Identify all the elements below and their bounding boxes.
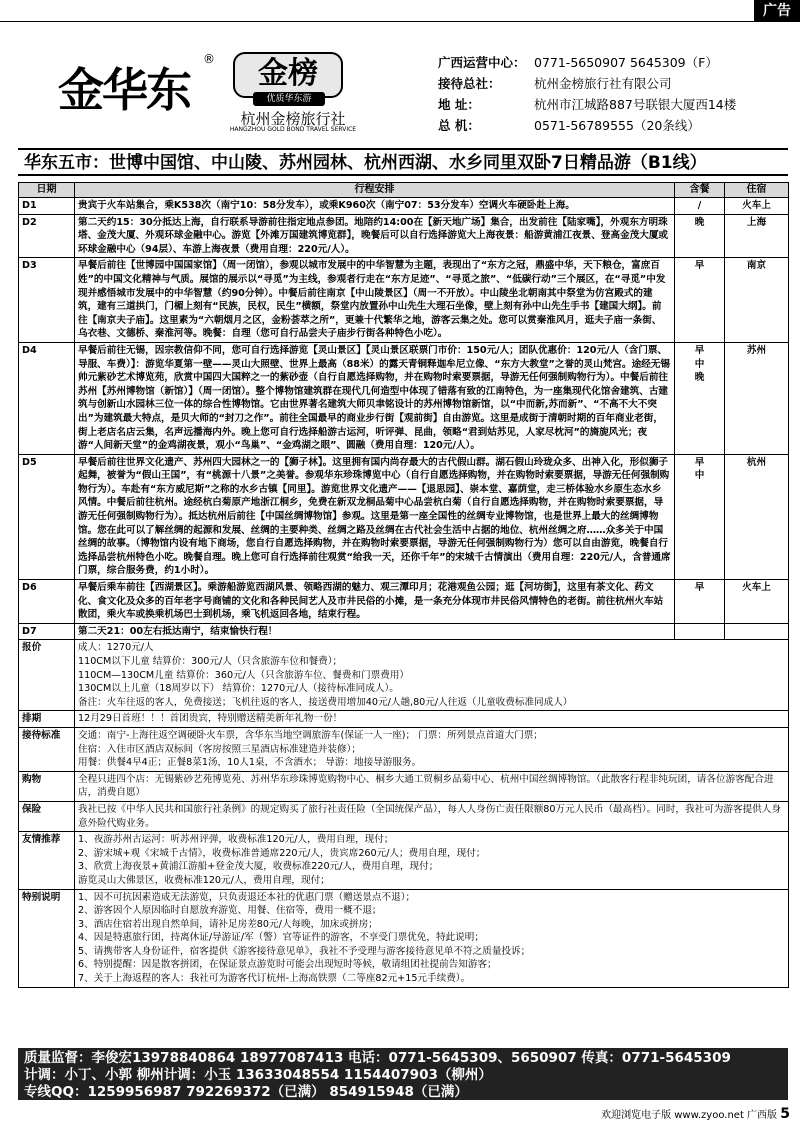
contact-label: 接待总社：: [438, 76, 501, 91]
contact-label: 总 机：: [438, 118, 480, 133]
day-hotel: 火车上: [725, 580, 789, 624]
page-number: 5: [780, 1106, 790, 1122]
day-hotel: 杭州: [725, 454, 789, 579]
info-row: [19, 640, 789, 711]
info-line: 12月29日首班！！！首团贵宾，特别赠送精美新年礼物一份！: [78, 713, 343, 725]
info-content: [75, 889, 789, 987]
day-row: [19, 258, 789, 343]
agency-name-cn: 杭州金榜旅行社: [240, 110, 346, 128]
day-meals: 早 中 晚: [675, 342, 725, 454]
column-header: 日期: [19, 183, 75, 198]
day-hotel: 上海: [725, 214, 789, 258]
jinbang-slogan: 优质华东游: [253, 92, 325, 106]
day-meals: 早: [675, 580, 725, 624]
day-row: [19, 454, 789, 579]
day-row: [19, 214, 789, 258]
info-line: 3、欣赏上海夜景+黄浦江游船+登金茂大厦，收费标准220元/人，费用自理，现付；: [78, 861, 439, 873]
info-line: 110CM—130CM儿童 结算价：360元/人（只含旅游车位、餐费和门票费用）: [78, 669, 410, 681]
info-label: 特别说明: [19, 889, 75, 987]
info-row: [19, 832, 789, 889]
table-header-row: [19, 183, 789, 198]
info-label: 报价: [19, 640, 75, 711]
info-line: 5、请携带客人身份证件，宿客提供《游客接待意见单》，我社不予受理与游客接待意见单不符之质量投诉；: [78, 945, 531, 957]
info-line: 全程只进四个店：无锡紫砂艺苑博览苑、苏州华东珍珠博览购物中心、桐乡大通工贸桐乡品菊中心、杭州中国丝绸博物馆。（此散客行程非纯玩团，请各位游客配合进店，消费自愿）: [78, 773, 774, 799]
info-label: 购物: [19, 771, 75, 801]
info-label: 排期: [19, 711, 75, 728]
contact-label: 地 址：: [438, 97, 480, 112]
info-line: 130CM以上儿童（18周岁以下） 结算价：1270元/人（接待标准同成人）。: [78, 683, 399, 695]
day-itinerary: 第二天约15：30分抵达上海，自行联系导游前往指定地点参团。地陪约14:00在【新天地广场】集合，出发前往【陆家嘴】，外观东方明珠塔、金茂大厦、外观环球金融中心。游览【外滩万国建筑博览群】，晚餐后可以自行选择游览大上海夜景：船游黄浦江夜景、登高金茂大厦或环球金融中心（94层）、车游上海夜景（费用自理：220元/人）。: [75, 214, 675, 258]
day-meals: 早: [675, 258, 725, 343]
info-line: 交通：南宁-上海往返空调硬卧火车票，含华东当地空调旅游车(保证一人一座)； 门票：所列景点首道大门票；: [78, 729, 543, 741]
column-header: 行程安排: [75, 183, 675, 198]
contact-block: [438, 52, 798, 136]
footer-line: 专线QQ：1259956987 792269372（已满） 854915948（已满）: [24, 1084, 468, 1100]
logo-text: 金华东: [58, 63, 190, 117]
contact-row: [438, 52, 798, 73]
day-row: [19, 198, 789, 215]
info-line: 110CM以下儿童 结算价：300元/人（只含旅游车位和餐费）；: [78, 656, 343, 667]
day-label: D7: [19, 623, 75, 640]
day-hotel: [725, 623, 789, 640]
contact-value: 0571-56789555（20条线）: [534, 118, 700, 133]
column-header: 含餐: [675, 183, 725, 198]
contact-label: 广西运营中心：: [438, 55, 526, 70]
info-content: [75, 727, 789, 771]
jinhuadong-logo: [58, 50, 248, 130]
header: [18, 30, 788, 140]
info-row: [19, 771, 789, 801]
day-meals: 晚: [675, 214, 725, 258]
info-content: [75, 711, 789, 728]
page-footer: [540, 1106, 790, 1124]
day-label: D4: [19, 342, 75, 454]
day-meals: [675, 623, 725, 640]
day-itinerary: 早餐后前往世界文化遗产、苏州四大园林之一的【狮子林】。这里拥有国内尚存最大的古代假山群。湖石假山玲珑众多、出神入化，形似狮子起舞，被誉为“假山王国”，有“桃源十八景”之美誉。参观华东珍珠博览中心（自行自愿选择购物，并在购物时索要票据，导游无任何强制购物行为）。车赴有“东方威尼斯”之称的水乡古镇【同里】。游览世界文化遗产——【退思园】、崇本堂、嘉荫堂，走三桥体验水乡原生态水乡风情。中餐后前往杭州。途经杭白菊原产地浙江桐乡，免费在新双龙桐品菊中心品尝杭白菊（自行自愿选择购物，并在购物时索要票据，导游无任何强制购物行为）。抵达杭州后前往【中国丝绸博物馆】参观。这里是第一座全国性的丝绸专业博物馆，也是世界上最大的丝绸博物馆。您在此可以了解丝绸的起源和发展、丝绸的主要种类、丝绸之路及丝绸在古代社会生活中占据的地位、杭州丝绸之府……众多关于中国丝绸的故事。（博物馆内设有地下商场，您自行自愿选择购物，并在购物时索要票据，导游无任何强制购物行为）您可以自由游览，晚餐自行选择品尝杭州特色小吃。晚餐自理。晚上您可自行选择前往观赏“给我一天，还你千年”的宋城千古情演出（费用自理：220元/人，含普通席门票，综合服务费，约1小时）。: [75, 454, 675, 579]
day-itinerary: 早餐后乘车前往【西湖景区】。乘游船游览西湖风景、领略西湖的魅力、观三潭印月；花港观鱼公园；逛【河坊街】，这里有茶文化、药文化、食文化及众多的百年老字号商铺的文化和各种民间艺人及市井民俗的小摊，是一条充分体现市井民俗风情特色的老街。前往杭州火车站散团，乘火车或换乘机场巴士到机场，乘飞机返回各地，结束行程。: [75, 580, 675, 624]
day-meals: 早 中: [675, 454, 725, 579]
day-itinerary: 贵宾于火车站集合，乘K538次（南宁10：58分发车），或乘K960次（南宁07：53分发车）空调火车硬卧赴上海。: [75, 198, 675, 215]
info-row: [19, 889, 789, 987]
day-itinerary: 第二天21：00左右抵达南宁，结束愉快行程！: [75, 623, 675, 640]
info-line: 1、夜游苏州古运河：听苏州评弹，收费标准120元/人，费用自理，现付；: [78, 834, 394, 846]
itinerary-table: [18, 182, 789, 988]
agency-name-en: HANGZHOU GOLD BOND TRAVEL SERVICE: [229, 126, 357, 133]
day-label: D6: [19, 580, 75, 624]
ad-tag: 广告: [754, 0, 800, 22]
info-line: 2、游客因个人原因临时自愿放弃游览、用餐、住宿等，费用一概不退；: [78, 905, 382, 917]
day-row: [19, 580, 789, 624]
info-label: 接待标准: [19, 727, 75, 771]
contact-row: [438, 94, 798, 115]
day-label: D2: [19, 214, 75, 258]
footer-contact: [18, 1048, 788, 1100]
contact-value: 杭州金榜旅行社有限公司: [534, 76, 672, 91]
info-line: 备注：火车往返的客人，免费接送；飞机往返的客人，接送费用增加40元/人趟,80元/人往返（儿童收费标准同成人）: [78, 696, 573, 708]
top-bar: [0, 0, 800, 22]
jinbang-banner: 金榜: [233, 52, 343, 98]
contact-row: [438, 73, 798, 94]
info-line: 游览灵山大佛景区，收费标准120元/人，费用自理，现付；: [78, 874, 330, 886]
info-line: 住宿：入住市区酒店双标间（客房按照三星酒店标准建造并装修）；: [78, 743, 362, 755]
day-hotel: 南京: [725, 258, 789, 343]
info-content: [75, 832, 789, 889]
info-line: 我社已按《中华人民共和国旅行社条例》的规定购买了旅行社责任险（全国统保产品），每人人身伤亡责任限额80万元人民币（最高档）。同时，我社可为游客提供人身意外险代购业务。: [78, 803, 781, 829]
day-row: [19, 342, 789, 454]
info-line: 用餐：供餐4早4正；正餐8菜1汤，10人1桌，不含酒水； 导游：地接导游服务。: [78, 757, 422, 769]
contact-value: 0771-5650907 5645309（F）: [534, 55, 718, 70]
day-label: D1: [19, 198, 75, 215]
info-label: 保险: [19, 801, 75, 831]
info-line: 2、游宋城+观《宋城千古情》，收费标准普通席220元/人，贵宾席260元/人；费用自理，现付；: [78, 847, 486, 859]
day-itinerary: 早餐后前往无锡，因宗教信仰不同，您可自行选择游览【灵山景区】【灵山景区联票门市价：150元/人；团队优惠价：120元/人（含门票、导服、车费）】：游览华夏第一壁——灵山大照壁、世界上最高（88米）的露天青铜释迦牟尼立像、“东方大教堂”之誉的灵山梵宫。途经无锡帅元紫砂艺术博览苑，欣赏中国四大国粹之一的紫砂壶（自行自愿选择购物，并在购物时索要票据，导游无任何强制购物行为）。中餐后前往苏州【苏州博物馆（新馆）】（周一闭馆）。整个博物馆建筑群在现代几何造型中体现了错落有致的江南特色，为一座集现代化馆舍建筑、古建筑与创新山水园林三位一体的综合性博物馆。它由世界著名建筑大师贝聿铭设计的苏州博物馆新馆，以“中而新,苏而新”、“不高不大不突出”为建筑最大特点，是贝大师的“封刀之作”。前往全国最早的商业步行街【观前街】自由游览。这里是成街于清朝时期的百年商业老街，街上老店名店云集，名声远播海内外。晚上您可自行选择船游古运河，听评弹、昆曲，领略“君到姑苏见，人家尽枕河”的旖旎风光；夜游“人间新天堂”的金鸡湖夜景，观小“鸟巢”、“金鸡湖之眼”、圆融（费用自理：120元/人）。: [75, 342, 675, 454]
info-content: [75, 801, 789, 831]
info-line: 3、酒店住宿若出现自然单间，请补足房差80元/人每晚，加床或拼房；: [78, 918, 378, 930]
contact-value: 杭州市江城路887号联银大厦西14楼: [534, 97, 737, 112]
info-content: [75, 640, 789, 711]
info-line: 7、关于上海返程的客人：我社可为游客代订杭州-上海高铁票（二等座82元+15元手续费）。: [78, 973, 471, 985]
info-line: 4、因是特惠旅行团，持离休证/导游证/军（警）官等证件的游客，不享受门票优免，特此说明；: [78, 932, 484, 944]
contact-row: [438, 115, 798, 136]
day-itinerary: 早餐后前往【世博园中国国家馆】（周一闭馆），参观以城市发展中的中华智慧为主题，表现出了“东方之冠，鼎盛中华，天下粮仓，富庶百姓”的中国文化精神与气质。展馆的展示以“寻觅”为主线，参观者行走在“东方足迹”、“寻觅之旅”、“低碳行动”三个展区，在“寻觅”中发现并感悟城市发展中的中华智慧（约90分钟）。中餐后前往南京【中山陵景区】（周一不开放）。中山陵坐北朝南其中祭堂为仿宫殿式的建筑，建有三道拱门，门楣上刻有“民族，民权，民生”横额，祭堂内放置孙中山先生大理石坐像，壁上刻有孙中山先生手书【建国大纲】。前往【南京夫子庙】。这里素为“六朝烟月之区，金粉荟萃之所”，更兼十代繁华之地，游客云集之处。您可以赏秦淮风月，逛夫子庙一条街、乌衣巷、文德桥、秦淮河等。晚餐：自理（您可自行品尝夫子庙步行街各种特色小吃）。: [75, 258, 675, 343]
info-label: 友情推荐: [19, 832, 75, 889]
footer-line: 质量监督：李俊宏13978840864 18977087413 电话：0771-5645309、5650907 传真：0771-5645309: [24, 1050, 731, 1066]
info-row: [19, 711, 789, 728]
registered-mark: ®: [203, 52, 215, 66]
info-line: 6、特别提醒：因是散客拼团，在保证景点游览时可能会出现短时等候，敬请组团社提前告知游客；: [78, 959, 497, 971]
website-text: 欢迎浏览电子版 www.zyoo.net 广西版: [601, 1110, 778, 1121]
day-label: D3: [19, 258, 75, 343]
footer-line: 计调：小丁、小郭 柳州计调：小玉 13633048554 1154407903（柳州）: [24, 1067, 492, 1083]
info-content: [75, 771, 789, 801]
jinbang-logo: [223, 52, 357, 133]
day-hotel: 火车上: [725, 198, 789, 215]
day-row: [19, 623, 789, 640]
column-header: 住宿: [725, 183, 789, 198]
day-meals: /: [675, 198, 725, 215]
info-line: 1、因不可抗因素造成无法游览，只负责退还本社的优惠门票（赠送景点不退）；: [78, 891, 416, 903]
info-row: [19, 801, 789, 831]
day-hotel: 苏州: [725, 342, 789, 454]
day-label: D5: [19, 454, 75, 579]
info-line: 成人：1270元/人: [78, 642, 154, 654]
tour-title: 华东五市：世博中国馆、中山陵、苏州园林、杭州西湖、水乡同里双卧7日精品游（B1线）: [18, 148, 788, 176]
info-row: [19, 727, 789, 771]
